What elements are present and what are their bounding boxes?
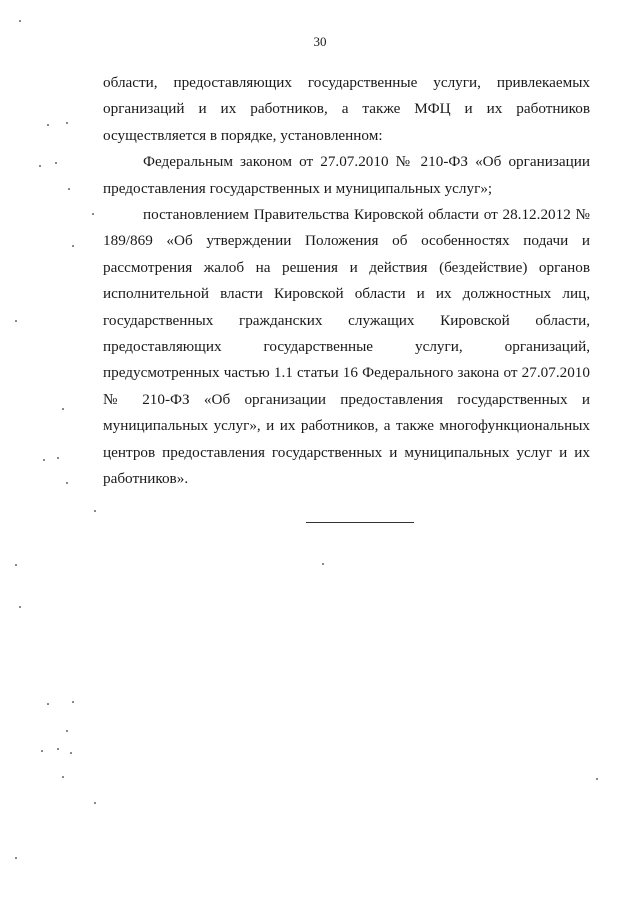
scan-speck xyxy=(66,122,68,124)
scan-speck xyxy=(47,703,49,705)
scan-speck xyxy=(47,124,49,126)
scan-speck xyxy=(92,213,94,215)
scan-speck xyxy=(55,162,57,164)
scan-speck xyxy=(66,482,68,484)
scan-speck xyxy=(72,701,74,703)
scan-speck xyxy=(72,245,74,247)
scan-speck xyxy=(43,459,45,461)
paragraph-federal-law: Федеральным законом от 27.07.2010 № 210-ФЗ «Об организации предоставления государственных и муниципальных услуг»; xyxy=(103,153,590,197)
scan-speck xyxy=(62,776,64,778)
scan-speck xyxy=(62,408,64,410)
scan-speck xyxy=(57,748,59,750)
scan-speck xyxy=(19,606,21,608)
scan-speck xyxy=(15,564,17,566)
scan-speck xyxy=(39,165,41,167)
scan-speck xyxy=(70,752,72,754)
scan-speck xyxy=(322,563,324,565)
scan-speck xyxy=(41,750,43,752)
scan-speck xyxy=(57,457,59,459)
paragraph-continuation: области, предоставляющих государственные услуги, привлекаемых организаций и их работников, а также МФЦ и их работников осуществляется в порядке, установленном: xyxy=(103,74,590,144)
page-number: 30 xyxy=(313,34,327,49)
scan-speck xyxy=(596,778,598,780)
scan-speck xyxy=(15,320,17,322)
scan-speck xyxy=(68,188,70,190)
scan-speck xyxy=(94,510,96,512)
scan-speck xyxy=(15,857,17,859)
scan-speck xyxy=(66,730,68,732)
scan-speck xyxy=(94,802,96,804)
document-body xyxy=(103,70,590,493)
paragraph-government-resolution: постановлением Правительства Кировской области от 28.12.2012 № 189/869 «Об утверждении Положения об особенностях подачи и рассмотрения жалоб на решения и действия (бездействие) органов исполнительной власти Кировской области и их должностных лиц, государственных гражданских служащих Кировской области, предоставляющих государственные услуги, организаций, предусмотренных частью 1.1 статьи 16 Федерального закона от 27.07.2010 № 210-ФЗ «Об организации предоставления государственных и муниципальных услуг», и их работников, а также многофункциональных центров предоставления государственных и муниципальных услуг и их работников». xyxy=(103,206,590,488)
end-divider-line xyxy=(306,522,414,523)
scan-speck xyxy=(19,20,21,22)
